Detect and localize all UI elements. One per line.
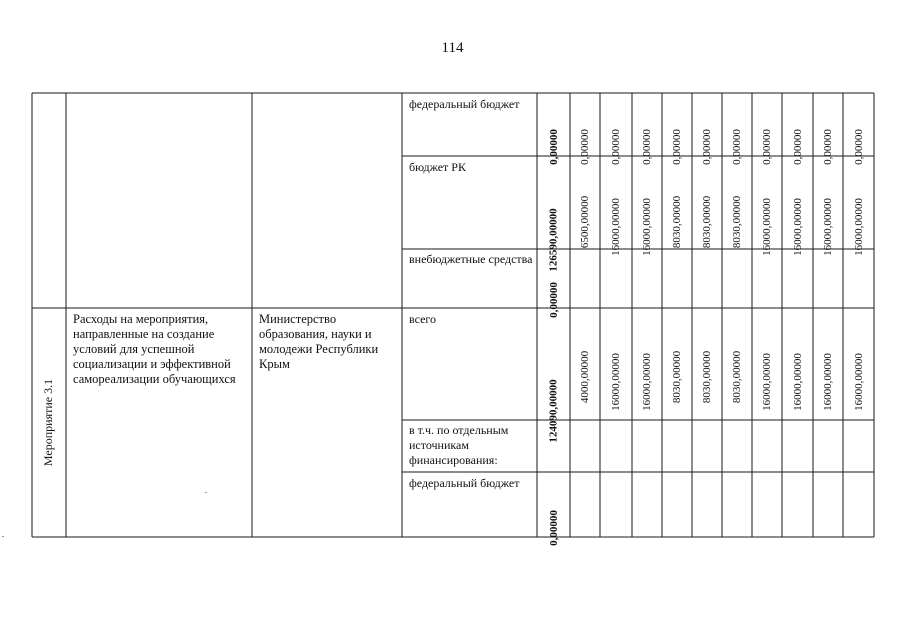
cell-rk-y4: 8030,00000: [671, 195, 683, 249]
cell-all-total: 124090,00000: [547, 379, 560, 443]
cell-all-y9: 16000,00000: [822, 353, 834, 411]
measure-description: Расходы на мероприятия, направленные на создание условий для успешной социализации и эффективной самореализации обучающихся: [73, 312, 236, 386]
row-label-federal-top: федеральный бюджет: [409, 97, 520, 111]
cell-rk-y6: 8030,00000: [731, 195, 743, 249]
cell-all-y1: 4000,00000: [579, 350, 591, 404]
row-label-total: всего: [409, 312, 437, 326]
cell-all-y2: 16000,00000: [610, 353, 622, 411]
page-number: 114: [441, 40, 464, 56]
cell-rk-y3: 16000,00000: [641, 198, 653, 256]
row-label-offbudget: внебюджетные средства: [409, 252, 533, 266]
cell-federal-top-y9: 0,00000: [822, 129, 834, 165]
cell-federal-bottom-total: 0,00000: [547, 510, 560, 546]
cell-offbudget-total: 0,00000: [547, 282, 560, 318]
cell-rk-y8: 16000,00000: [791, 198, 804, 256]
cell-all-y10: 16000,00000: [852, 353, 865, 411]
row-label-federal-bottom: федеральный бюджет: [409, 476, 520, 490]
cell-all-y3: 16000,00000: [641, 353, 653, 411]
cell-all-y6: 8030,00000: [731, 350, 743, 404]
cell-rk-y9: 16000,00000: [822, 198, 834, 256]
cell-federal-top-total: 0,00000: [547, 129, 560, 165]
cell-federal-top-y4: 0,00000: [671, 129, 683, 165]
cell-all-y8: 16000,00000: [791, 353, 804, 411]
row-label-by-source: в т.ч. по отдельным источникам финансирования:: [409, 423, 509, 467]
scan-speck: [205, 492, 207, 493]
cell-all-y5: 8030,00000: [701, 350, 713, 404]
cell-all-y4: 8030,00000: [671, 350, 683, 404]
cell-federal-top-y2: 0,00000: [610, 129, 622, 165]
cell-all-y7: 16000,00000: [761, 353, 773, 411]
cell-federal-top-y5: 0,00000: [701, 129, 713, 165]
measure-code: Мероприятие 3.1: [41, 378, 56, 467]
cell-rk-y7: 16000,00000: [761, 198, 773, 256]
cell-rk-y2: 16000,00000: [610, 198, 622, 256]
cell-federal-top-y8: 0,00000: [791, 129, 804, 165]
cell-federal-top-y3: 0,00000: [641, 129, 653, 165]
cell-federal-top-y7: 0,00000: [761, 129, 773, 165]
cell-rk-y5: 8030,00000: [701, 195, 713, 249]
cell-rk-y10: 16000,00000: [852, 198, 865, 256]
cell-federal-top-y10: 0,00000: [852, 129, 865, 165]
cell-rk-total: 126590,00000: [547, 208, 560, 272]
cell-federal-top-y1: 0,00000: [579, 129, 591, 165]
measure-responsible: Министерство образования, науки и молодежи Республики Крым: [259, 312, 379, 371]
cell-federal-top-y6: 0,00000: [731, 129, 743, 165]
measure-code-cell: [32, 308, 66, 537]
row-label-budget-rk: бюджет РК: [409, 160, 466, 174]
scan-speck: [2, 536, 4, 537]
cell-rk-y1: 6500,00000: [579, 195, 591, 249]
